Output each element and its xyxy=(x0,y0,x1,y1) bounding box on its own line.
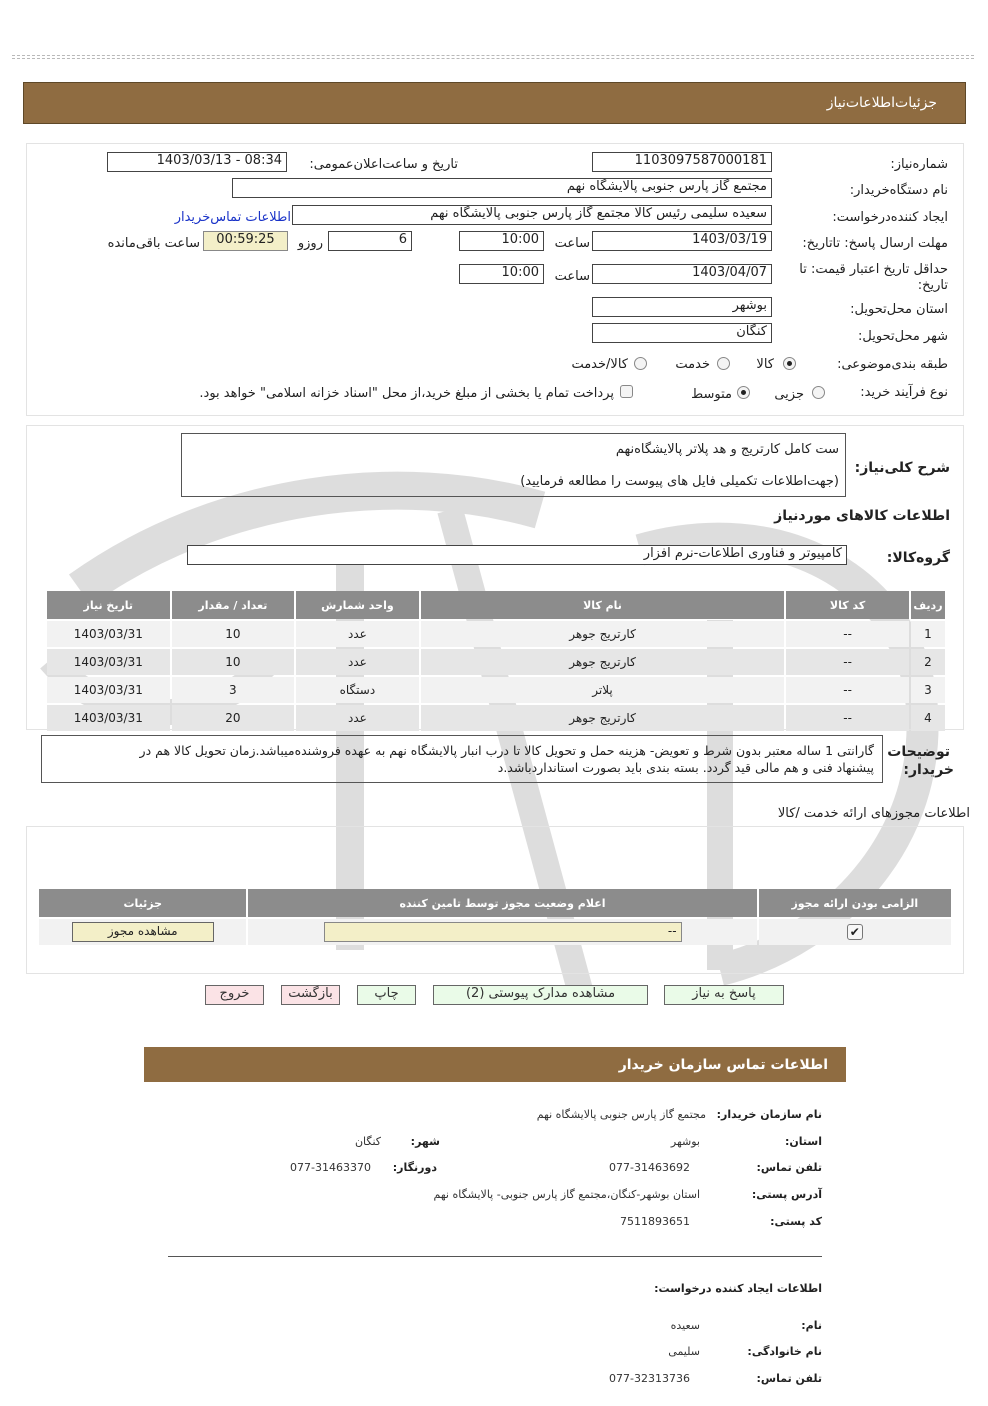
fax-value: 077-31463370 xyxy=(290,1161,371,1174)
page-title: جزئیات‌اطلاعات‌نیاز xyxy=(826,95,937,111)
address-value: استان بوشهر-کنگان،مجتمع گاز پارس جنوبی- پالایشگاه نهم xyxy=(433,1188,700,1201)
buyer-label: نام دستگاه‌خریدار: xyxy=(849,183,948,198)
creator-family-value: سلیمی xyxy=(668,1345,700,1358)
row-unit: عدد xyxy=(296,649,419,675)
col-date: تاریخ نیاز xyxy=(47,591,170,619)
row-date: 1403/03/31 xyxy=(47,649,170,675)
table-row xyxy=(47,705,945,731)
row-date: 1403/03/31 xyxy=(47,677,170,703)
city-label: شهر محل‌تحویل: xyxy=(858,329,948,344)
permits-table-header xyxy=(39,889,951,917)
back-button[interactable]: بازگشت xyxy=(281,985,340,1005)
category-both-radio[interactable] xyxy=(634,357,647,370)
buyer-notes-label-2: خریدار: xyxy=(903,762,954,778)
row-number: 2 xyxy=(911,649,945,675)
description-box xyxy=(181,433,846,497)
permit-details-cell xyxy=(39,919,246,945)
contact-phone-value: 077-31463692 xyxy=(609,1161,690,1174)
row-qty: 3 xyxy=(172,677,295,703)
goods-info-title: اطلاعات کالاهای مورد‌نیاز xyxy=(774,508,950,524)
validity-time-label: ساعت xyxy=(554,269,590,284)
top-dotted-divider-2 xyxy=(12,58,974,59)
contact-title: اطلاعات تماس سازمان خریدار xyxy=(618,1057,828,1073)
deadline-time-label: ساعت xyxy=(554,236,590,251)
category-label: طبقه بندی‌موضوعی: xyxy=(837,357,948,372)
validity-time-field: 10:00 xyxy=(459,264,544,284)
address-label: آدرس پستی: xyxy=(751,1188,822,1201)
buyer-notes-line-2: پیشنهاد فنی و هم مالی قید گردد. بسته بندی باید بصورت استاندارد‌باشد.د xyxy=(497,760,874,775)
org-value: مجتمع گاز پارس جنوبی پالایشگاه نهم xyxy=(536,1108,706,1121)
col-status: اعلام وضعیت مجوز توسط تامین کننده xyxy=(248,889,756,917)
category-both-label: کالا/خدمت xyxy=(571,357,628,372)
buyer-notes-box xyxy=(41,735,883,783)
reply-button[interactable]: پاسخ به نیاز xyxy=(664,985,784,1005)
province-label: استان محل‌تحویل: xyxy=(850,302,948,317)
process-partial-radio[interactable] xyxy=(812,386,825,399)
process-medium-label: متوسط xyxy=(691,387,732,402)
table-row xyxy=(47,649,945,675)
row-qty: 10 xyxy=(172,621,295,647)
description-label: شرح کلی‌نیاز: xyxy=(854,460,950,476)
row-code: -- xyxy=(786,705,909,731)
creator-label: ایجاد کننده‌درخواست: xyxy=(832,210,948,225)
table-row xyxy=(47,621,945,647)
category-goods-label: کالا xyxy=(756,357,774,372)
category-service-radio[interactable] xyxy=(717,357,730,370)
contact-phone-label: تلفن تماس: xyxy=(756,1161,822,1174)
process-medium-radio[interactable] xyxy=(737,386,750,399)
permits-title: اطلاعات مجوزهای ارائه خدمت /کالا xyxy=(777,806,970,821)
row-code: -- xyxy=(786,649,909,675)
goods-table-header xyxy=(47,591,945,619)
permit-required-checkbox[interactable]: ✔ xyxy=(847,924,863,940)
creator-name-label: نام: xyxy=(801,1319,822,1332)
row-unit: عدد xyxy=(296,705,419,731)
days-label: روزو xyxy=(297,236,323,251)
permit-row xyxy=(39,919,951,945)
col-required: الزامی بودن ارائه مجوز xyxy=(759,889,951,917)
row-name: کارتریج جوهر xyxy=(421,649,785,675)
row-name: پلاتر xyxy=(421,677,785,703)
deadline-label: مهلت ارسال پاسخ: تاتاریخ: xyxy=(802,236,948,251)
row-code: -- xyxy=(786,621,909,647)
creator-family-label: نام خانوادگی: xyxy=(747,1345,822,1358)
row-qty: 10 xyxy=(172,649,295,675)
need-number-label: شماره‌نیاز: xyxy=(890,157,948,172)
col-unit: واحد شمارش xyxy=(296,591,419,619)
announce-field: 1403/03/13 - 08:34 xyxy=(107,152,287,172)
treasury-payment-note: پرداخت تمام یا بخشی از مبلغ خرید،از محل "اسناد خزانه اسلامی" خواهد بود. xyxy=(199,386,614,401)
creator-phone-value: 077-32313736 xyxy=(609,1372,690,1385)
remaining-time-field: 00:59:25 xyxy=(203,231,288,251)
print-button[interactable]: چاپ xyxy=(357,985,416,1005)
permit-required-cell xyxy=(759,919,951,945)
permit-status-cell xyxy=(248,919,756,945)
process-partial-label: جزیی xyxy=(774,387,804,402)
remaining-label: ساعت باقی‌مانده xyxy=(107,236,200,251)
col-code: کد کالا xyxy=(786,591,909,619)
city-field: کنگان xyxy=(592,323,772,343)
row-date: 1403/03/31 xyxy=(47,705,170,731)
row-number: 4 xyxy=(911,705,945,731)
postal-value: 7511893651 xyxy=(620,1215,690,1228)
buyer-field: مجتمع گاز پارس جنوبی پالایشگاه نهم xyxy=(232,178,772,198)
col-row: ردیف xyxy=(911,591,945,619)
buyer-contact-link[interactable]: اطلاعات تماس‌خریدار xyxy=(174,210,291,225)
creator-phone-label: تلفن تماس: xyxy=(756,1372,822,1385)
page-title-bar xyxy=(23,82,966,124)
col-details: جزئیات xyxy=(39,889,246,917)
top-dotted-divider xyxy=(12,55,974,56)
contact-divider xyxy=(168,1256,822,1257)
group-label: گروه‌کالا: xyxy=(886,550,950,566)
category-service-label: خدمت xyxy=(675,357,710,372)
row-unit: دستگاه xyxy=(296,677,419,703)
creator-field: سعیده سلیمی رئیس کالا مجتمع گاز پارس جنوبی پالایشگاه نهم xyxy=(292,205,772,225)
permit-status-field[interactable]: -- xyxy=(324,922,682,942)
creator-info-title: اطلاعات ایجاد کننده درخواست: xyxy=(654,1282,822,1295)
description-line-2: (جهت‌اطلاعات تکمیلی فایل های پیوست را مطالعه فرمایید) xyxy=(520,474,839,489)
postal-label: کد پستی: xyxy=(770,1215,822,1228)
exit-button[interactable]: خروج xyxy=(205,985,264,1005)
row-qty: 20 xyxy=(172,705,295,731)
process-label: نوع فرآیند خرید: xyxy=(860,385,948,400)
permits-table xyxy=(37,887,953,947)
contact-city-value: کنگان xyxy=(354,1135,381,1148)
province-field: بوشهر xyxy=(592,297,772,317)
days-field: 6 xyxy=(328,231,412,251)
description-line-1: ست کامل کارتریج و هد پلاتر پالایشگاه‌نهم xyxy=(615,442,839,457)
table-row xyxy=(47,677,945,703)
row-name: کارتریج جوهر xyxy=(421,705,785,731)
row-number: 1 xyxy=(911,621,945,647)
buyer-notes-label-1: توضیحات xyxy=(887,744,950,760)
buyer-notes-line-1: گارانتی 1 ساله معتبر بدون شرط و تعویض- هزینه حمل و تحویل کالا تا درب انبار پالایشگاه نهم به عهده فروشنده‌میباشد.زمان تحویل کالا هم در xyxy=(139,743,874,758)
row-date: 1403/03/31 xyxy=(47,621,170,647)
deadline-time-field: 10:00 xyxy=(459,231,544,251)
col-name: نام کالا xyxy=(421,591,785,619)
row-number: 3 xyxy=(911,677,945,703)
announce-label: تاریخ و ساعت‌اعلان‌عمومی: xyxy=(309,157,458,172)
col-qty: تعداد / مقدار xyxy=(172,591,295,619)
group-field: کامپیوتر و فناوری اطلاعات-نرم افزار xyxy=(187,545,847,565)
contact-title-bar xyxy=(144,1047,846,1082)
deadline-date-field: 1403/03/19 xyxy=(592,231,772,251)
contact-province-label: استان: xyxy=(785,1135,822,1148)
contact-city-label: شهر: xyxy=(410,1135,440,1148)
category-goods-radio[interactable] xyxy=(783,357,796,370)
view-attachments-button[interactable]: مشاهده مدارک پیوستی (2) xyxy=(433,985,648,1005)
fax-label: دورنگار: xyxy=(392,1161,437,1174)
goods-table xyxy=(45,589,947,733)
validity-date-field: 1403/04/07 xyxy=(592,264,772,284)
contact-province-value: بوشهر xyxy=(670,1135,700,1148)
treasury-payment-checkbox[interactable] xyxy=(620,385,633,398)
need-number-field: 1103097587000181 xyxy=(592,152,772,172)
view-permit-button[interactable]: مشاهده مجوز xyxy=(72,922,214,942)
validity-label: حداقل تاریخ اعتبار قیمت: تا تاریخ: xyxy=(799,262,948,293)
row-name: کارتریج جوهر xyxy=(421,621,785,647)
row-code: -- xyxy=(786,677,909,703)
row-unit: عدد xyxy=(296,621,419,647)
creator-name-value: سعیده xyxy=(670,1319,700,1332)
org-label: نام سازمان خریدار: xyxy=(716,1108,822,1121)
